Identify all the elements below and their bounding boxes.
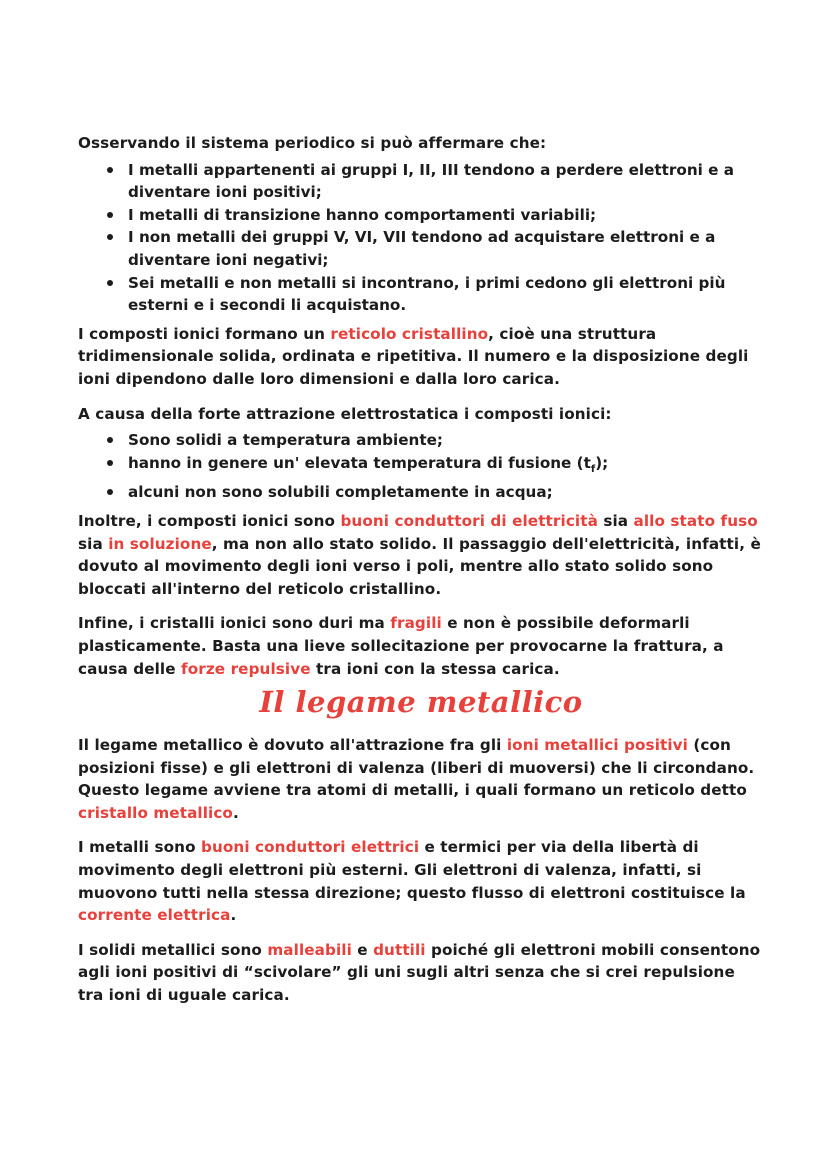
list-item: I non metalli dei gruppi V, VI, VII tendono ad acquistare elettroni e a diventare ioni negativi; — [128, 226, 764, 271]
intro-paragraph: Osservando il sistema periodico si può affermare che: — [78, 134, 547, 152]
highlight-corrente-elettrica: corrente elettrica — [78, 906, 231, 925]
conductivity-paragraph: Inoltre, i composti ionici sono buoni conduttori di elettricità sia allo stato fuso sia in soluzione, ma non allo stato solido. Il passaggio dell'elettricità, infatti, è dovuto al movimento degli ioni verso i poli, mentre allo stato solido sono bloccati all'interno del reticolo cristallino. — [78, 511, 761, 598]
ionic-properties-intro: A causa della forte attrazione elettrostatica i composti ionici: — [78, 404, 612, 423]
list-item: I metalli appartenenti ai gruppi I, II, III tendono a perdere elettroni e a diventare ioni positivi; — [128, 159, 764, 204]
highlight-duttili: duttili — [373, 940, 426, 959]
highlight-buoni-conduttori-elettrici: buoni conduttori elettrici — [201, 838, 420, 857]
highlight-fragili: fragili — [390, 614, 442, 633]
list-item: I metalli di transizione hanno comportamenti variabili; — [128, 204, 764, 227]
malleability-paragraph: I solidi metallici sono malleabili e duttili poiché gli elettroni mobili consentono agli ioni positivi di “scivolare” gli uni sugli altri senza che si crei repulsione tra ioni di uguale carica. — [78, 940, 761, 1005]
fragility-paragraph: Infine, i cristalli ionici sono duri ma fragili e non è possibile deformarli plasticamente. Basta una lieve sollecitazione per provocarne la frattura, a causa delle forze repulsive tra ioni con la stessa carica. — [78, 614, 724, 678]
list-item: alcuni non sono solubili completamente in acqua; — [128, 481, 764, 504]
metal-conductivity-paragraph: I metalli sono buoni conduttori elettrici e termici per via della libertà di movimento degli elettroni più esterni. Gli elettroni di valenza, infatti, si muovono tutti nella stessa direzione; questo flusso di elettroni costituisce la corrente elettrica. — [78, 838, 746, 925]
highlight-forze-repulsive: forze repulsive — [181, 659, 311, 678]
highlight-ioni-metallici-positivi: ioni metallici positivi — [506, 736, 688, 755]
list-item: Sono solidi a temperatura ambiente; — [128, 429, 764, 452]
ionic-lattice-paragraph: I composti ionici formano un reticolo cristallino, cioè una struttura tridimensionale solida, ordinata e ripetitiva. Il numero e la disposizione degli ioni dipendono dalle loro dimensioni e dalla loro carica. — [78, 324, 749, 388]
highlight-malleabili: malleabili — [267, 940, 352, 959]
highlight-in-soluzione: in soluzione — [108, 534, 212, 553]
ionic-properties-list — [78, 429, 764, 504]
highlight-stato-fuso: allo stato fuso — [633, 511, 758, 530]
highlight-buoni-conduttori: buoni conduttori di elettricità — [340, 511, 598, 530]
list-item: Sei metalli e non metalli si incontrano, i primi cedono gli elettroni più esterni e i secondi li acquistano. — [128, 272, 764, 317]
highlight-reticolo-cristallino: reticolo cristallino — [330, 324, 489, 343]
periodic-trends-list — [78, 159, 764, 317]
highlight-cristallo-metallico: cristallo metallico — [78, 803, 233, 822]
list-item: hanno in genere un' elevata temperatura di fusione $(t_f)$; — [128, 452, 764, 482]
section-heading: Il legame metallico — [259, 685, 583, 720]
metallic-bond-paragraph: Il legame metallico è dovuto all'attrazione fra gli ioni metallici positivi (con posizioni fisse) e gli elettroni di valenza (liberi di muoversi) che li circondano. Questo legame avviene tra atomi di metalli, i quali formano un reticolo detto cristallo metallico. — [78, 736, 755, 822]
